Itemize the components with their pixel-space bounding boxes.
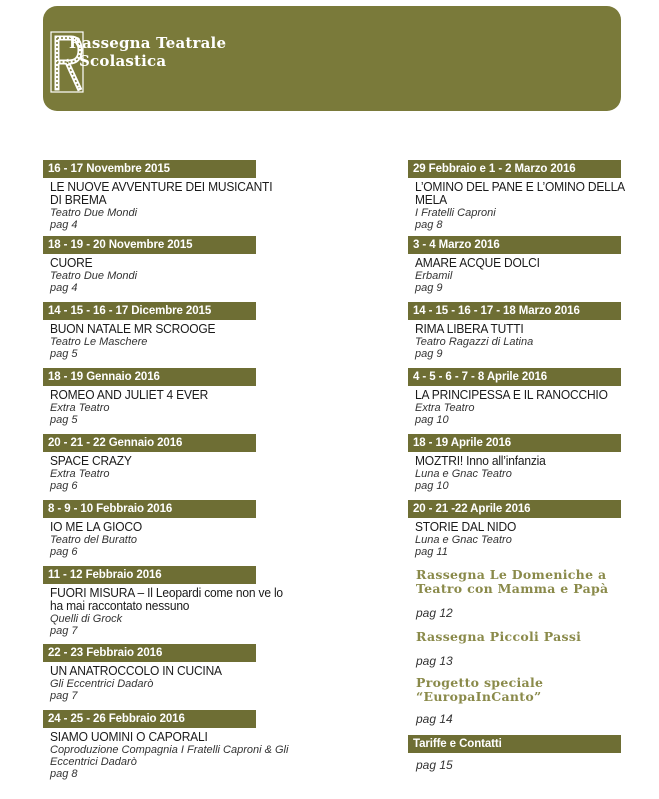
entry-title: BUON NATALE MR SCROOGE [50, 322, 216, 336]
entry-date: 18 - 19 Aprile 2016 [408, 434, 621, 452]
entry-company: Extra Teatro [50, 468, 110, 480]
entry-date: 3 - 4 Marzo 2016 [408, 236, 621, 254]
section-page: pag 13 [416, 654, 453, 668]
entry-page: pag 10 [415, 414, 449, 426]
entry-title: SPACE CRAZY [50, 454, 132, 468]
section-page: pag 14 [416, 712, 453, 726]
entry-date: 24 - 25 - 26 Febbraio 2016 [43, 710, 256, 728]
entry-title: STORIE DAL NIDO [415, 520, 517, 534]
program-entry [43, 644, 293, 710]
entry-title: SIAMO UOMINI O CAPORALI [50, 730, 208, 744]
program-entry [43, 710, 293, 786]
entry-date: 11 - 12 Febbraio 2016 [43, 566, 256, 584]
entry-title: LA PRINCIPESSA E IL RANOCCHIO [415, 388, 608, 402]
program-entry [43, 236, 293, 302]
entry-company: Coproduzione Compagnia I Fratelli Caproni & Gli Eccentrici Dadarò [50, 744, 289, 768]
entry-company: Luna e Gnac Teatro [415, 468, 512, 480]
program-entry [43, 302, 293, 368]
entry-page: pag 9 [415, 348, 443, 360]
entry-company: Gli Eccentrici Dadarò [50, 678, 154, 690]
program-entry [408, 500, 648, 566]
section-block [408, 630, 638, 668]
entry-title: MOZTRI! Inno all’infanzia [415, 454, 546, 468]
entry-company: Extra Teatro [415, 402, 475, 414]
entry-date: 8 - 9 - 10 Febbraio 2016 [43, 500, 256, 518]
header-title-line1: Rassegna Teatrale [69, 34, 227, 52]
program-entry [43, 500, 293, 566]
entry-date: 4 - 5 - 6 - 7 - 8 Aprile 2016 [408, 368, 621, 386]
entry-page: pag 9 [415, 282, 443, 294]
entry-title: L’OMINO DEL PANE E L’OMINO DELLA MELA [415, 180, 625, 207]
entry-page: pag 8 [50, 768, 78, 780]
program-entry [408, 302, 648, 368]
entry-company: Teatro del Buratto [50, 534, 138, 546]
entry-page: pag 5 [50, 414, 78, 426]
entry-title: LE NUOVE AVVENTURE DEI MUSICANTI DI BREMA [50, 180, 273, 207]
entry-company: I Fratelli Caproni [415, 207, 496, 219]
entry-date: 16 - 17 Novembre 2015 [43, 160, 256, 178]
entry-page: pag 4 [50, 282, 78, 294]
entry-title: CUORE [50, 256, 93, 270]
entry-title: AMARE ACQUE DOLCI [415, 256, 540, 270]
program-entry [43, 566, 293, 644]
entry-company: Quelli di Grock [50, 613, 123, 625]
entry-page: pag 6 [50, 480, 78, 492]
entry-page: pag 8 [415, 219, 443, 231]
entry-title: ROMEO AND JULIET 4 EVER [50, 388, 209, 402]
header-title [69, 34, 226, 70]
entry-date: 18 - 19 Gennaio 2016 [43, 368, 256, 386]
entry-page: pag 11 [415, 546, 448, 558]
entry-date: 22 - 23 Febbraio 2016 [43, 644, 256, 662]
section-title: Progetto speciale “EuropaInCanto” [416, 675, 544, 704]
section-block [408, 568, 638, 620]
entry-company: Extra Teatro [50, 402, 110, 414]
entry-company: Erbamil [415, 270, 453, 282]
program-entry [408, 236, 648, 302]
program-entry [43, 368, 293, 434]
section-block [408, 676, 568, 726]
entry-company: Teatro Due Mondi [50, 207, 138, 219]
program-entry [408, 160, 648, 236]
entry-page: pag 10 [415, 480, 449, 492]
entry-date: 14 - 15 - 16 - 17 - 18 Marzo 2016 [408, 302, 621, 320]
header-title-line2: Scolastica [79, 52, 167, 70]
entry-title: IO ME LA GIOCO [50, 520, 143, 534]
right-column [408, 160, 648, 772]
program-entry [43, 160, 293, 236]
entry-company: Teatro Le Maschere [50, 336, 148, 348]
entry-date: 29 Febbraio e 1 - 2 Marzo 2016 [408, 160, 621, 178]
entry-page: pag 6 [50, 546, 78, 558]
left-column [43, 160, 293, 786]
entry-title: FUORI MISURA – Il Leopardi come non ve lo ha mai raccontato nessuno [50, 586, 283, 613]
entry-title: UN ANATROCCOLO IN CUCINA [50, 664, 222, 678]
entry-title: RIMA LIBERA TUTTI [415, 322, 524, 336]
section-page: pag 12 [416, 606, 453, 620]
entry-date: 14 - 15 - 16 - 17 Dicembre 2015 [43, 302, 256, 320]
entry-company: Teatro Ragazzi di Latina [415, 336, 534, 348]
entry-date: 18 - 19 - 20 Novembre 2015 [43, 236, 256, 254]
entry-page: pag 7 [50, 625, 78, 637]
section-title: Rassegna Piccoli Passi [416, 629, 582, 644]
entry-page: pag 7 [50, 690, 78, 702]
entry-page: pag 4 [50, 219, 78, 231]
contacts-block [408, 735, 648, 772]
contacts-page: pag 15 [416, 758, 453, 772]
entry-page: pag 5 [50, 348, 78, 360]
program-entry [408, 434, 648, 500]
header-banner [43, 6, 621, 111]
entry-date: 20 - 21 -22 Aprile 2016 [408, 500, 621, 518]
entry-company: Teatro Due Mondi [50, 270, 138, 282]
contacts-label: Tariffe e Contatti [408, 735, 621, 753]
program-entry [43, 434, 293, 500]
program-entry [408, 368, 648, 434]
entry-company: Luna e Gnac Teatro [415, 534, 512, 546]
entry-date: 20 - 21 - 22 Gennaio 2016 [43, 434, 256, 452]
section-title: Rassegna Le Domeniche a Teatro con Mamma e Papà [416, 567, 609, 596]
